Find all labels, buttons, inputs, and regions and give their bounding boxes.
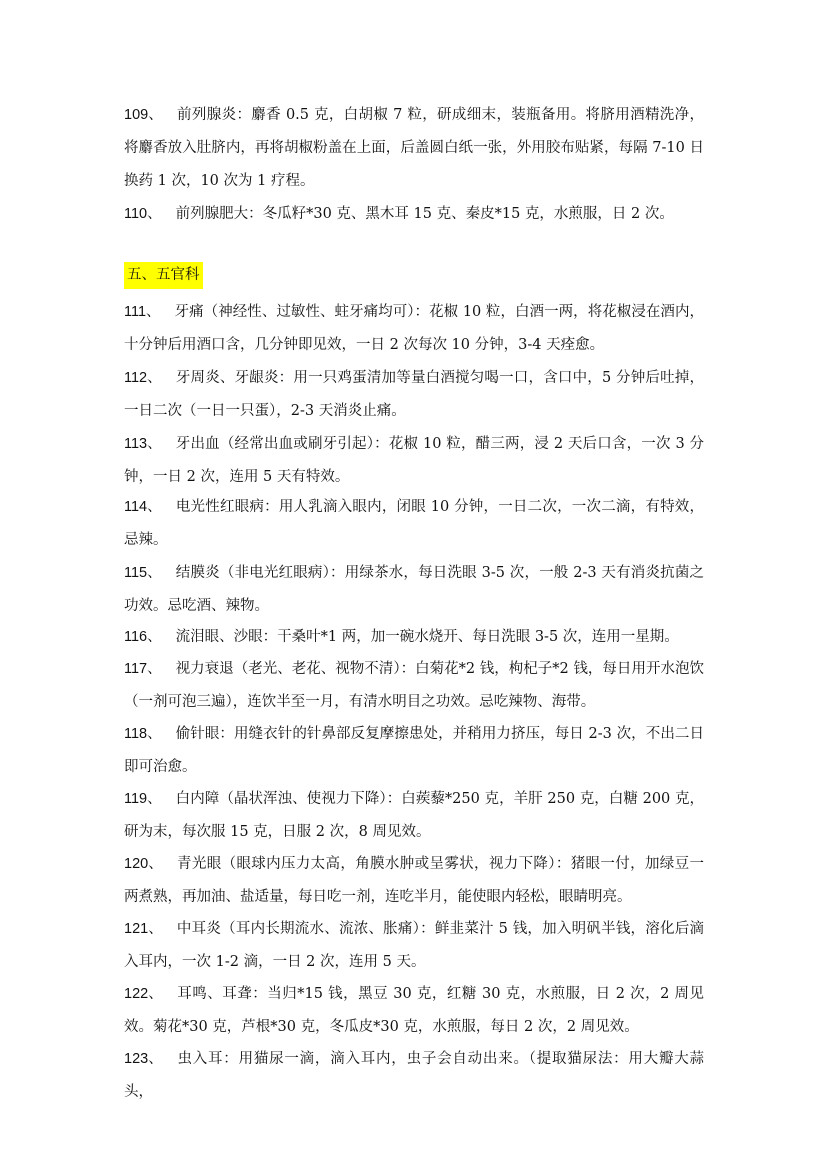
entry-number: 119、: [124, 791, 162, 807]
entry-text: 耳鸣、耳聋：当归*15 钱，黑豆 30 克，红糖 30 克，水煎服，日 2 次，2 周见效。菊花*30 克，芦根*30 克，冬瓜皮*30 克，水煎服，每日 2 次，2 周见效。: [124, 986, 704, 1035]
entry-111: [124, 296, 704, 362]
entry-text: 虫入耳：用猫尿一滴，滴入耳内，虫子会自动出来。（提取猫尿法：用大瓣大蒜头，: [124, 1051, 704, 1100]
entry-123: [124, 1043, 704, 1109]
entry-text: 结膜炎（非电光红眼病）：用绿茶水，每日洗眼 3-5 次，一般 2-3 天有消炎抗菌之功效。忌吃酒、辣物。: [124, 565, 704, 614]
entry-number: 123、: [124, 1051, 163, 1067]
entry-number: 109、: [124, 107, 163, 123]
entry-text: 前列腺肥大：冬瓜籽*30 克、黑木耳 15 克、秦皮*15 克，水煎服，日 2 次。: [175, 206, 674, 222]
entry-number: 120、: [124, 856, 163, 872]
entry-number: 114、: [124, 499, 162, 515]
entry-number: 113、: [124, 436, 162, 452]
entry-text: 前列腺炎：麝香 0.5 克，白胡椒 7 粒，研成细末，装瓶备用。将脐用酒精洗净，将麝香放入肚脐内，再将胡椒粉盖在上面，后盖圆白纸一张，外用胶布贴紧，每隔 7-10 日换药 1 次，10 次为 1 疗程。: [124, 107, 704, 189]
section-heading: 五、五官科: [124, 262, 203, 289]
entry-number: 111、: [124, 304, 161, 320]
entry-text: 牙出血（经常出血或刷牙引起）：花椒 10 粒，醋三两，浸 2 天后口含，一次 3 分钟，一日 2 次，连用 5 天有特效。: [124, 436, 704, 485]
entry-109: [124, 99, 704, 198]
entry-117: [124, 653, 704, 719]
entry-number: 121、: [124, 921, 163, 937]
entry-number: 122、: [124, 986, 163, 1002]
entry-115: [124, 557, 704, 623]
entry-120: [124, 848, 704, 914]
entry-number: 115、: [124, 565, 162, 581]
entry-116: [124, 621, 704, 654]
entry-number: 110、: [124, 206, 162, 222]
entry-number: 118、: [124, 726, 162, 742]
entry-number: 112、: [124, 370, 162, 386]
entry-118: [124, 718, 704, 784]
entry-122: [124, 978, 704, 1044]
entry-text: 牙周炎、牙龈炎：用一只鸡蛋清加等量白酒搅匀喝一口，含口中，5 分钟后吐掉，一日二次（一日一只蛋），2-3 天消炎止痛。: [124, 370, 704, 419]
entry-text: 视力衰退（老光、老花、视物不清）：白菊花*2 钱，枸杞子*2 钱，每日用开水泡饮（一剂可泡三遍），连饮半至一月，有清水明目之功效。忌吃辣物、海带。: [124, 661, 704, 710]
entry-number: 116、: [124, 629, 162, 645]
entry-114: [124, 491, 704, 557]
entry-text: 白内障（晶状浑浊、使视力下降）：白蒺藜*250 克，羊肝 250 克，白糖 200 克，研为末，每次服 15 克，日服 2 次，8 周见效。: [124, 791, 704, 840]
entry-110: [124, 198, 704, 231]
entry-121: [124, 913, 704, 979]
entry-119: [124, 783, 704, 849]
entry-text: 中耳炎（耳内长期流水、流浓、胀痛）：鲜韭菜汁 5 钱，加入明矾半钱，溶化后滴入耳内，一次 1-2 滴，一日 2 次，连用 5 天。: [124, 921, 704, 970]
entry-text: 电光性红眼病：用人乳滴入眼内，闭眼 10 分钟，一日二次，一次二滴，有特效，忌辣。: [124, 499, 704, 548]
entry-112: [124, 362, 704, 428]
entry-text: 偷针眼：用缝衣针的针鼻部反复摩擦患处，并稍用力挤压，每日 2-3 次，不出二日即可治愈。: [124, 726, 704, 775]
entry-text: 牙痛（神经性、过敏性、蛀牙痛均可）：花椒 10 粒，白酒一两，将花椒浸在酒内，十分钟后用酒口含，几分钟即见效，一日 2 次每次 10 分钟，3-4 天痊愈。: [124, 304, 704, 353]
entry-113: [124, 428, 704, 494]
entry-text: 流泪眼、沙眼：干桑叶*1 两，加一碗水烧开、每日洗眼 3-5 次，连用一星期。: [175, 629, 679, 645]
entry-number: 117、: [124, 661, 162, 677]
entry-text: 青光眼（眼球内压力太高，角膜水肿或呈雾状，视力下降）：猪眼一付，加绿豆一两煮熟，再加油、盐适量，每日吃一剂，连吃半月，能使眼内轻松，眼睛明亮。: [124, 856, 704, 905]
